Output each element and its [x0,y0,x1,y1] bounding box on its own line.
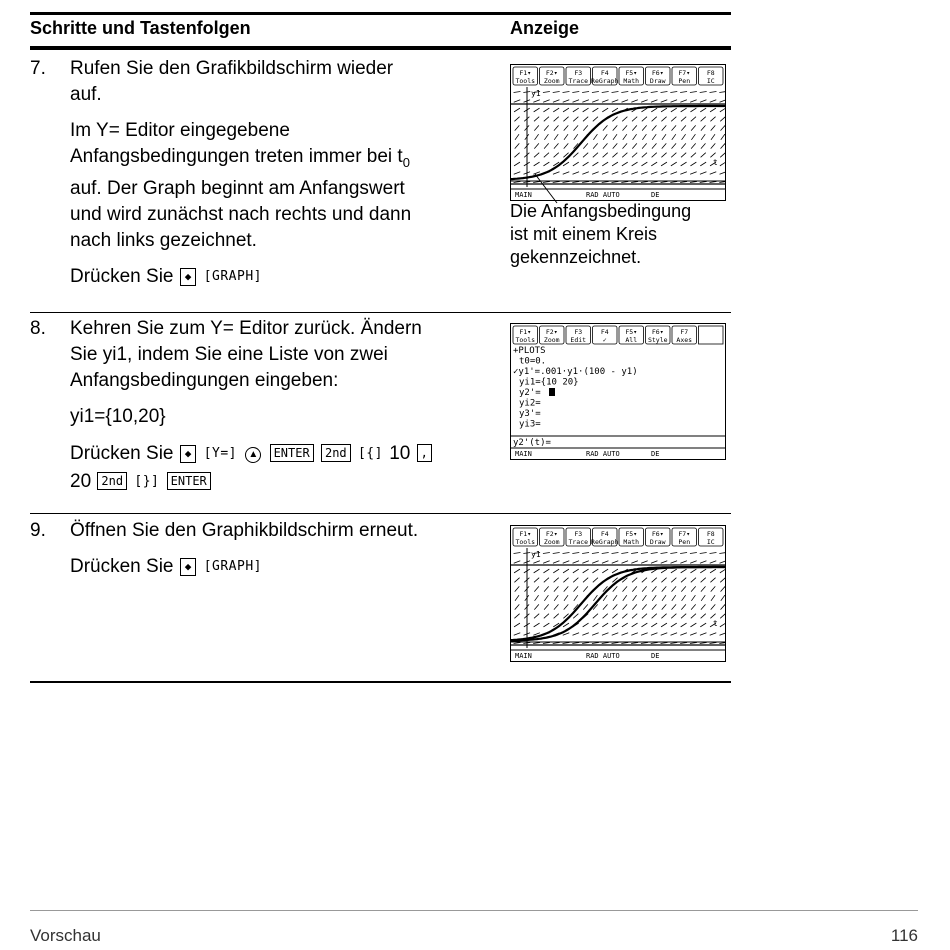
step8-line: Sie yi1, indem Sie eine Liste von zwei [70,344,388,365]
svg-text:Tools: Tools [515,77,536,85]
step-number: 7. [30,58,46,79]
svg-text:F4: F4 [600,328,609,336]
step7-title-line: auf. [70,84,102,105]
calc-status-text: RAD AUTO [586,191,620,199]
step9-text [70,518,510,580]
graph-screen-2 [510,525,726,662]
step-number: 8. [30,318,46,339]
footer-rule [30,910,918,911]
diamond-key-icon: ◆ [180,558,197,576]
svg-text:Axes: Axes [676,336,693,344]
diamond-key-icon: ◆ [180,268,197,286]
comma-key: , [417,444,432,462]
svg-text:Draw: Draw [649,538,666,546]
y-axis-label: y1 [531,89,541,98]
svg-text:F4: F4 [600,530,609,538]
editor-screen [510,323,726,460]
step8-entry: yi1={10,20} [70,406,166,427]
svg-text:Math: Math [623,77,640,85]
step-number: 9. [30,520,46,541]
svg-text:IC: IC [706,538,715,546]
graph-key: [GRAPH] [203,268,262,284]
step7-keys: Drücken Sie ◆ [GRAPH] [70,265,262,287]
entry-line: y2'(t)= [513,438,551,448]
editor-line: ✓y1'=.001·y1·(100 - y1) [513,367,638,377]
calc-status-text: DE [651,652,660,660]
editor-line: yi1={10 20} [519,377,579,388]
svg-text:F3: F3 [574,69,583,77]
editor-line: yi3= [519,419,541,430]
calc-status-text: DE [651,191,660,199]
svg-text:ReGraph: ReGraph [591,77,619,85]
editor-screen-svg [511,324,725,459]
cursor [549,388,555,396]
editor-line: yi2= [519,398,541,409]
step8-text [70,316,495,496]
calc-toolbar-tab [646,326,671,344]
svg-text:F1▾: F1▾ [519,328,532,336]
svg-text:Pen: Pen [678,538,691,546]
open-brace-key: [{] [357,446,383,461]
graph-screen-2-svg [511,526,725,661]
step8-line: Anfangsbedingungen eingeben: [70,370,339,391]
svg-text:F6▾: F6▾ [651,69,664,77]
close-brace-key: [}] [134,474,160,489]
svg-text:Tools: Tools [515,336,536,344]
calc-toolbar-tab [672,326,697,344]
column-header-display: Anzeige [510,18,580,38]
footer-title: Vorschau [30,926,101,945]
step9-line: Öffnen Sie den Graphikbildschirm erneut. [70,520,419,541]
calc-status-text: RAD AUTO [586,652,620,660]
svg-text:Math: Math [623,538,640,546]
t-axis-label: t [713,619,718,628]
step7-caption: Die Anfangsbedingung ist mit einem Kreis gekennzeichnet. [510,201,692,267]
svg-text:F8: F8 [706,69,715,77]
diamond-key-icon: ◆ [180,445,197,463]
calc-toolbar-tab [566,326,591,344]
y-axis-label: y1 [531,550,541,559]
t-axis-label: t [713,158,718,167]
page-number: 116 [890,926,918,945]
calc-toolbar-tab [619,326,644,344]
bottom-rule [30,681,731,683]
y-equals-key: [Y=] [203,446,237,461]
step7-info-line: nach links gezeichnet. [70,229,257,251]
step7-info-line: Anfangsbedingungen treten immer bei $t_0$ [70,146,410,170]
calc-toolbar-tab [591,528,618,546]
editor-line: y2'= [519,388,541,398]
svg-text:F7▾: F7▾ [678,530,691,538]
second-key: 2nd [321,444,351,462]
calc-toolbar-tab [646,528,671,546]
step7-title-line: Rufen Sie den Grafikbildschirm wieder [70,58,394,79]
row-rule [30,513,731,514]
svg-text:F6▾: F6▾ [651,530,664,538]
calc-toolbar-tab [699,528,724,546]
svg-text:Tools: Tools [515,538,536,546]
calc-toolbar-tab [513,528,538,546]
second-key: 2nd [97,472,127,490]
calc-toolbar-tab [672,528,697,546]
svg-text:Draw: Draw [649,77,666,85]
step8-keys: Drücken Sie ◆ [Y=] ▲ ENTER 2nd [{] 10 , 20 2nd [}] ENTER [70,440,495,496]
value-20: 20 [70,471,92,492]
svg-text:IC: IC [706,77,715,85]
calc-toolbar-tab [619,528,644,546]
step9-keys: Drücken Sie ◆ [GRAPH] [70,556,262,577]
calc-toolbar-tab [540,528,565,546]
column-header-steps: Schritte und Tastenfolgen [30,18,251,38]
svg-text:Edit: Edit [570,336,587,344]
svg-text:Trace: Trace [568,538,589,546]
svg-text:F4: F4 [600,69,609,77]
svg-text:F1▾: F1▾ [519,530,532,538]
svg-text:F2▾: F2▾ [545,530,558,538]
svg-text:F5▾: F5▾ [625,328,638,336]
step7-info-line: auf. Der Graph beginnt am Anfangswert [70,177,405,199]
editor-line: y3'= [519,409,541,419]
value-10: 10 [389,443,411,464]
svg-text:All: All [625,336,638,344]
graph-key: [GRAPH] [203,559,262,574]
svg-text:Trace: Trace [568,77,589,85]
svg-text:F3: F3 [574,328,583,336]
svg-text:F5▾: F5▾ [625,69,638,77]
calc-status-text: RAD AUTO [586,450,620,458]
enter-key: ENTER [270,444,314,462]
solution-curve [511,567,725,640]
enter-key: ENTER [167,472,211,490]
calc-status-text: MAIN [515,450,532,458]
calc-toolbar-tab [593,326,618,344]
editor-line: t0=0. [519,356,547,367]
svg-text:F2▾: F2▾ [545,69,558,77]
step7-info-line: und wird zunächst nach rechts und dann [70,203,412,225]
svg-text:F1▾: F1▾ [519,69,532,77]
step7-info-line: Im Y= Editor eingegebene [70,120,290,141]
calc-toolbar-tab [513,326,538,344]
svg-text:Pen: Pen [678,77,691,85]
svg-text:F7▾: F7▾ [678,69,691,77]
calc-toolbar-tab [566,528,591,546]
svg-text:Zoom: Zoom [543,77,560,85]
svg-text:Style: Style [647,336,668,344]
up-arrow-key-icon: ▲ [245,447,261,463]
editor-line: +PLOTS [513,346,546,356]
calc-status-text: MAIN [515,652,532,660]
svg-text:F5▾: F5▾ [625,530,638,538]
svg-text:F8: F8 [706,530,715,538]
svg-text:F3: F3 [574,530,583,538]
row-rule [30,312,731,313]
svg-text:ReGraph: ReGraph [591,538,619,546]
svg-text:Zoom: Zoom [543,538,560,546]
svg-text:Zoom: Zoom [543,336,560,344]
step8-line: Kehren Sie zum Y= Editor zurück. Ändern [70,318,422,339]
calc-toolbar-tab [540,326,565,344]
svg-text:✓: ✓ [602,336,607,344]
calc-status-text: MAIN [515,191,532,199]
solution-curve [511,567,725,641]
svg-text:F7: F7 [680,328,689,336]
calc-status-text: DE [651,450,660,458]
svg-text:F6▾: F6▾ [651,328,664,336]
svg-text:F2▾: F2▾ [545,328,558,336]
